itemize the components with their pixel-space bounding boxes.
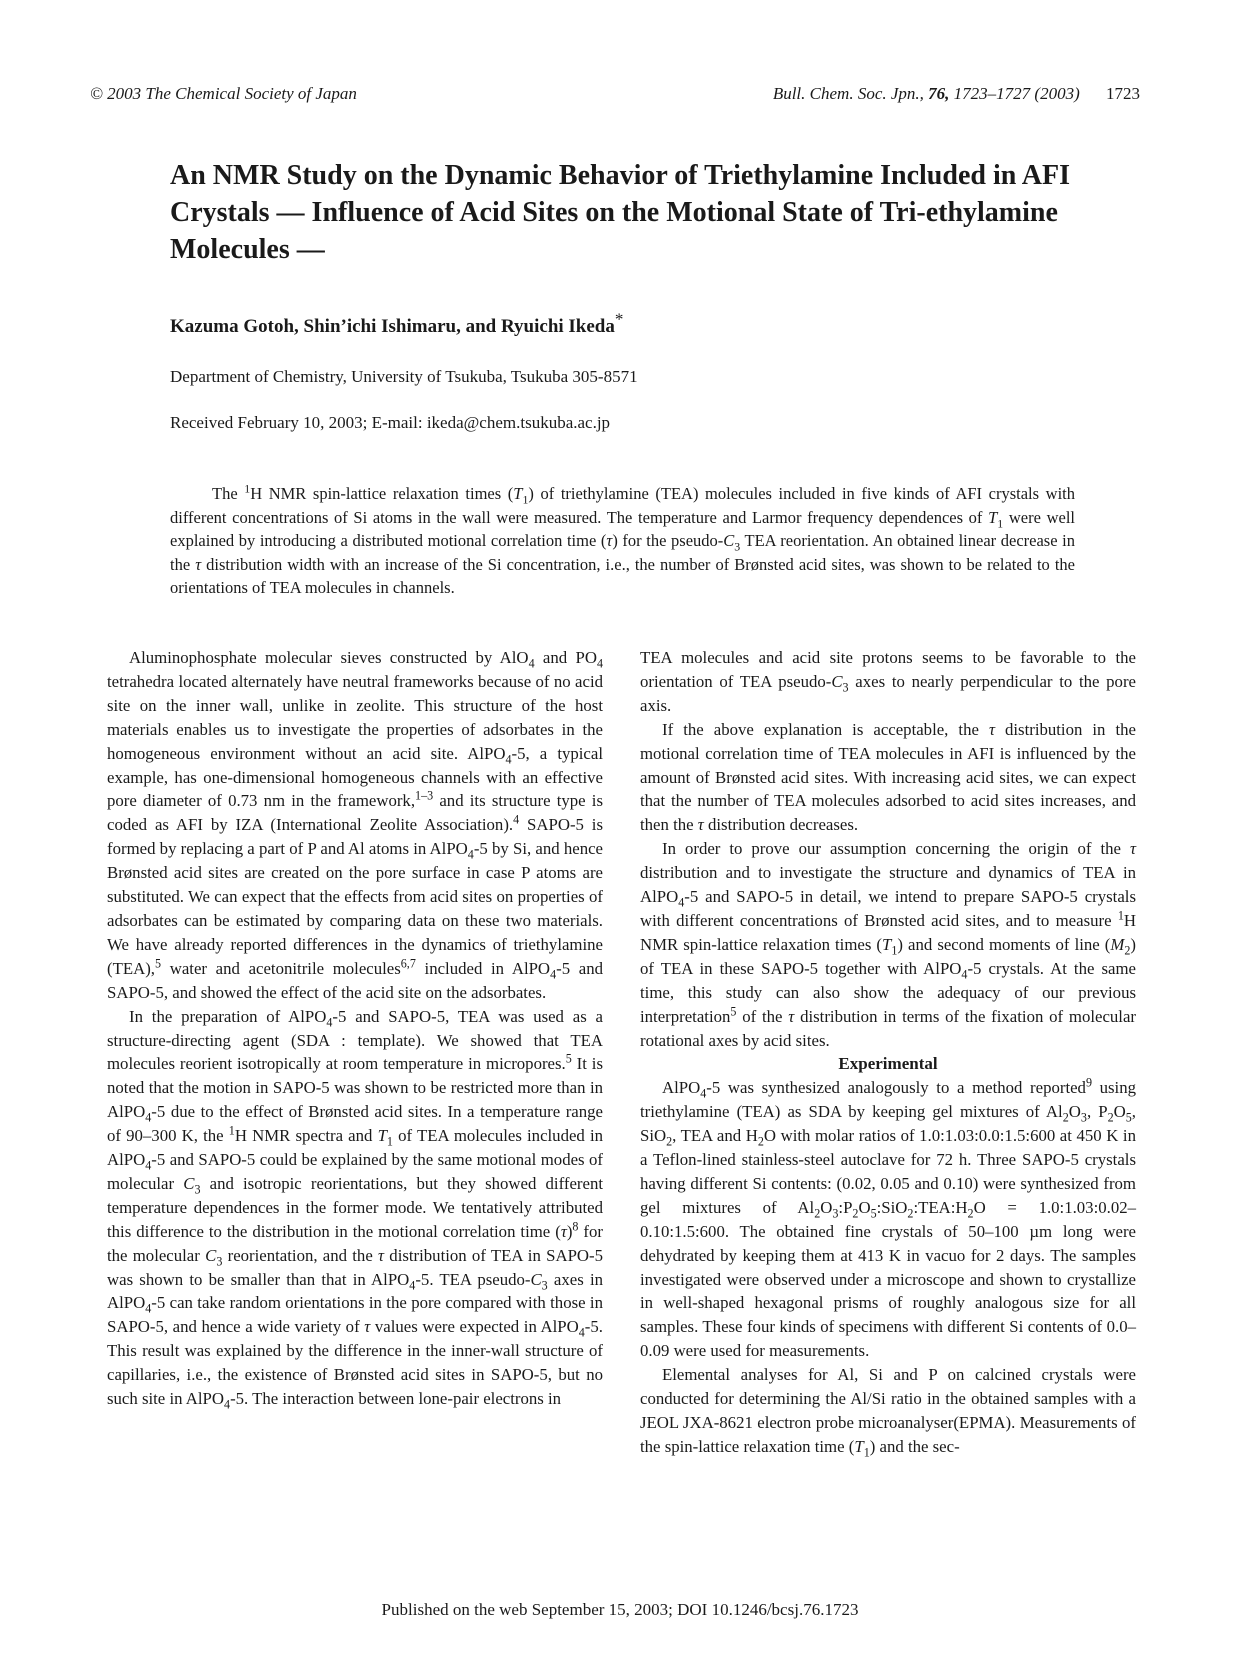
section-heading: Experimental xyxy=(838,1054,938,1074)
author-names: Kazuma Gotoh, Shin’ichi Ishimaru, and Ryuichi Ikeda xyxy=(170,316,615,337)
corresponding-author-mark: * xyxy=(614,309,624,329)
body-paragraph: TEA molecules and acid site protons seems to be favorable to the orientation of TEA pseudo-$C_3$ axes to nearly perpendicular to the pore axis. xyxy=(640,648,1136,715)
body-paragraph: Elemental analyses for Al, Si and P on calcined crystals were conducted for determining the Al/Si ratio in the obtained samples with a JEOL JXA-8621 electron probe microanalyser(EPMA). Measurements of the spin-lattice relaxation time $(T_1)$ and the sec- xyxy=(640,1365,1136,1460)
journal-volume: 76, xyxy=(928,84,950,103)
body-paragraph: In the preparation of AlPO$_4$-5 and SAPO-5, TEA was used as a structure-directing agent (SDA : template). We showed that TEA molecules reorient isotropically at room temperature in micropores.$^5$ It is noted that the motion in SAPO-5 was shown to be restricted more than in AlPO$_4$-5 due to the effect of Brønsted acid sites. In a temperature range of 90–300 K, the $^1$H NMR spectra and $T_1$ of TEA molecules included in AlPO$_4$-5 and SAPO-5 could be explained by the same motional modes of molecular $C_3$ and isotropic reorientations, but they showed different temperature dependences in the former mode. We tentatively attributed this difference to the distribution in the motional correlation time $(\tau)^8$ for the molecular $C_3$ reorientation, and the τ distribution of TEA in SAPO-5 was shown to be smaller than that in AlPO$_4$-5. TEA pseudo-$C_3$ axes in AlPO$_4$-5 can take random orientations in the pore compared with those in SAPO-5, and hence a wide variety of τ values were expected in AlPO$_4$-5. This result was explained by the difference in the inner-wall structure of capillaries, i.e., the existence of Brønsted acid sites in SAPO-5, but no such site in AlPO$_4$-5. The interaction between lone-pair electrons in xyxy=(107,1006,604,1412)
affiliation: Department of Chemistry, University of Tsukuba, Tsukuba 305-8571 xyxy=(170,367,638,386)
abstract: The $^1$H NMR spin-lattice relaxation times $(T_1)$ of triethylamine (TEA) molecules included in five kinds of AFI crystals with different concentrations of Si atoms in the wall were measured. The temperature and Larmor frequency dependences of $T_1$ were well explained by introducing a distributed motional correlation time (τ) for the pseudo-$C_3$ TEA reorientation. An obtained linear decrease in the τ distribution width with an increase of the Si concentration, i.e., the number of Brønsted acid sites, was shown to be related to the orientations of TEA molecules in channels. xyxy=(170,481,1076,597)
publication-footer: Published on the web September 15, 2003; DOI 10.1246/bcsj.76.1723 xyxy=(381,1600,859,1619)
left-column xyxy=(107,646,603,1411)
page-number: 1723 xyxy=(1106,84,1140,103)
journal-name: Bull. Chem. Soc. Jpn., xyxy=(772,84,924,103)
body-paragraph: Aluminophosphate molecular sieves constructed by AlO$_4$ and $PO_4$ tetrahedra located alternately have neutral frameworks because of no acid site on the inner wall, unlike in zeolite. This structure of the host materials enables us to investigate the properties of adsorbates in the homogeneous environment without an acid site. AlPO$_4$-5, a typical example, has one-dimensional homogeneous channels with an effective pore diameter of 0.73 nm in the framework,$^{1-3}$ and its structure type is coded as AFI by IZA (International Zeolite Association).$^4$ SAPO-5 is formed by replacing a part of P and Al atoms in AlPO$_4$-5 by Si, and hence Brønsted acid sites are created on the pore surface in case P atoms are substituted. We can expect that the effects from acid sites on properties of adsorbates can be estimated by comparing data on these two materials. We have already reported differences in the dynamics of triethylamine (TEA),$^5$ water and acetonitrile molecules$^{6,7}$ included in AlPO$_4$-5 and SAPO-5, and showed the effect of the acid site on the adsorbates. xyxy=(107,648,604,1002)
body-paragraph: AlPO$_4$-5 was synthesized analogously to a method reported$^9$ using triethylamine (TEA) as SDA by keeping gel mixtures of $Al_2O_3$, $P_2O_5$, SiO$_2$, TEA and $H_2O$ with molar ratios of 1.0:1.03:0.0:1.5:600 at 450 K in a Teflon-lined stainless-steel autoclave for 72 h. Three SAPO-5 crystals having different Si contents: (0.02, 0.05 and 0.10) were synthesized from gel mixtures of $Al_2O_3:P_2O_5:SiO_2:TEA:H_2O$ = 1.0:1.03:0.02–0.10:1.5:600. The obtained fine crystals of 50–100 µm long were dehydrated by keeping them at 413 K in vacuo for 2 days. The samples investigated were observed under a microscope and shown to crystallize in well-shaped hexagonal prisms of roughly analogous size for all samples. These four kinds of specimens with different Si contents of 0.0–0.09 were used for measurements. xyxy=(640,1075,1137,1361)
body-paragraph: If the above explanation is acceptable, the τ distribution in the motional correlation time of TEA molecules in AFI is influenced by the amount of Brønsted acid sites. With increasing acid sites, we can expect that the number of TEA molecules adsorbed to acid sites increases, and then the τ distribution decreases. xyxy=(640,719,1136,835)
author-list xyxy=(170,309,624,338)
paper-title: An NMR Study on the Dynamic Behavior of Triethylamine Included in AFI Crystals — Influence of Acid Sites on the Motional State of Tri-ethylamine Molecules — xyxy=(170,160,1070,265)
journal-pages: 1723–1727 (2003) xyxy=(953,84,1080,103)
journal-citation xyxy=(773,84,1140,104)
copyright-line: © 2003 The Chemical Society of Japan xyxy=(90,84,357,103)
right-column xyxy=(640,646,1136,1459)
received-line: Received February 10, 2003; E-mail: ikeda@chem.tsukuba.ac.jp xyxy=(170,413,611,432)
body-paragraph: In order to prove our assumption concerning the origin of the τ distribution and to investigate the structure and dynamics of TEA in AlPO$_4$-5 and SAPO-5 in detail, we intend to prepare SAPO-5 crystals with different concentrations of Brønsted acid sites, and to measure $^1$H NMR spin-lattice relaxation times $(T_1)$ and second moments of line $(M_2)$ of TEA in these SAPO-5 together with AlPO$_4$-5 crystals. At the same time, this study can also show the adequacy of our previous interpretation$^5$ of the τ distribution in terms of the fixation of molecular rotational axes by acid sites. xyxy=(640,839,1136,1050)
